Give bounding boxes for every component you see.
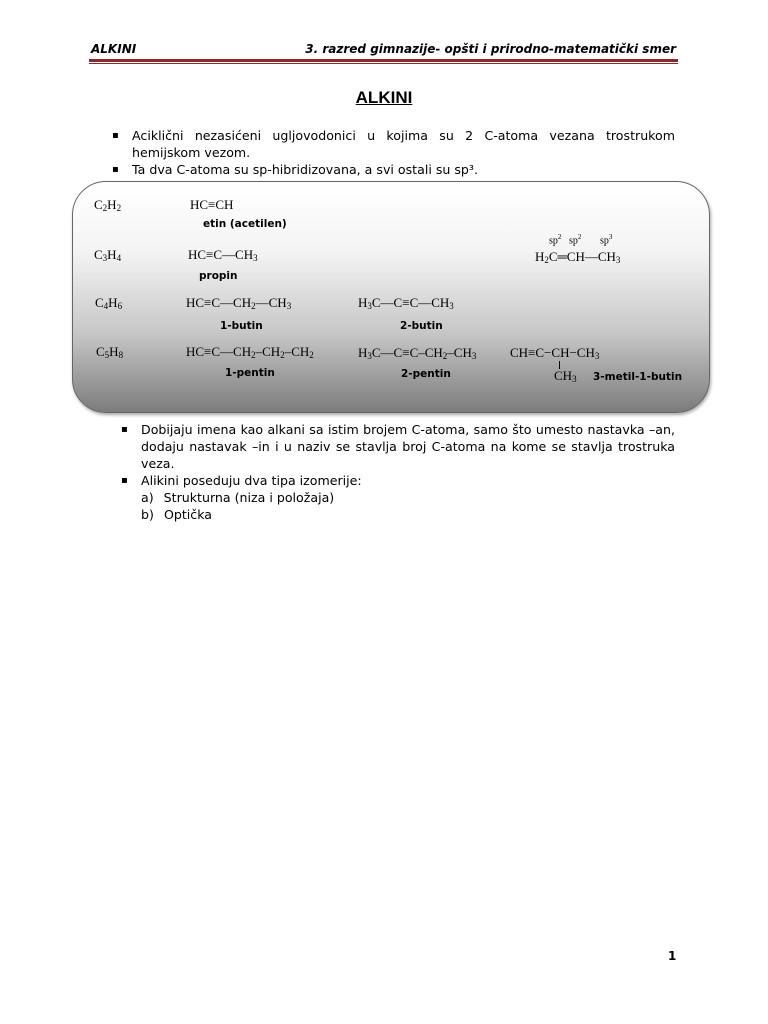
molecular-formula-c2h2: $C_2H_2$ [94, 197, 122, 213]
bullet-icon: ▪ [121, 475, 128, 486]
structure-1-pentin: $HC\equiv C—CH_2-CH_2-CH_2$ [186, 344, 314, 360]
structure-branch-ch3: $CH_3$ [554, 368, 577, 384]
bullet-item [112, 161, 675, 178]
isomer-text: Optička [163, 507, 212, 522]
name-1-butin: 1-butin [220, 320, 263, 332]
hybrid-label-1: $sp^2$ [549, 233, 562, 247]
alkyne-table-box [72, 181, 710, 413]
structure-1-butin: $HC\equiv C—CH_2—CH_3$ [186, 295, 292, 311]
intro-bullet-list [112, 127, 675, 178]
structure-propin: $HC\equiv C—CH_3$ [188, 247, 258, 263]
isomer-label: a) [141, 490, 154, 505]
name-2-butin: 2-butin [400, 320, 443, 332]
structure-3-metil-1-butin: $CH\equiv C-CH-CH_3$ [510, 345, 600, 361]
bullet-icon: ▪ [112, 164, 119, 175]
header-rule-thin [89, 63, 678, 64]
bullet-text: Aciklični nezasićeni ugljovodonici u kojima su 2 C-atoma vezana trostrukom hemijskom vezom. [132, 128, 675, 160]
isomer-label: b) [141, 507, 154, 522]
header-right: 3. razred gimnazije- opšti i prirodno-matematički smer [305, 42, 676, 56]
hybrid-label-2: $sp^2$ [569, 233, 582, 247]
bullet-item [121, 421, 675, 472]
page-number: 1 [668, 949, 677, 963]
hybrid-label-3: $sp^3$ [600, 233, 613, 247]
bullet-icon: ▪ [121, 424, 128, 435]
isomer-text: Strukturna (niza i položaja) [163, 490, 335, 505]
name-etin: etin (acetilen) [203, 218, 287, 230]
structure-2-pentin: $H_3C—C\equiv C-CH_2-CH_3$ [358, 345, 477, 361]
bullet-icon: ▪ [112, 130, 119, 141]
isomer-item [121, 489, 675, 506]
outro-bullet-list [121, 421, 675, 523]
structure-2-butin: $H_3C—C\equiv C—CH_3$ [358, 295, 454, 311]
molecular-formula-c3h4: $C_3H_4$ [94, 247, 122, 263]
name-3-metil-1-butin: 3-metil-1-butin [593, 371, 683, 383]
header-left: ALKINI [91, 42, 137, 56]
bullet-text: Dobijaju imena kao alkani sa istim brojem C-atoma, samo što umesto nastavka –an, dodaju nastavak –in i u naziv se stavlja broj C-atoma na kome se stavlja trostruka veza. [141, 422, 675, 471]
bullet-item [121, 472, 675, 489]
isomer-item [121, 506, 675, 523]
structure-propene-hybrid: $H_2C═CH—CH_3$ [535, 249, 621, 265]
structure-etin: HC≡CH [190, 197, 234, 212]
molecular-formula-c5h8: $C_5H_8$ [96, 344, 124, 360]
molecular-formula-c4h6: $C_4H_6$ [95, 295, 123, 311]
page-title: ALKINI [355, 88, 413, 107]
header-rule [89, 59, 678, 62]
bullet-text: Alikini poseduju dva tipa izomerije: [141, 473, 362, 488]
name-propin: propin [199, 270, 238, 282]
bullet-item [112, 127, 675, 161]
name-2-pentin: 2-pentin [401, 368, 451, 380]
bullet-text: Ta dva C-atoma su sp-hibridizovana, a svi ostali su sp³. [132, 162, 478, 177]
name-1-pentin: 1-pentin [225, 367, 275, 379]
isomer-list [121, 489, 675, 523]
